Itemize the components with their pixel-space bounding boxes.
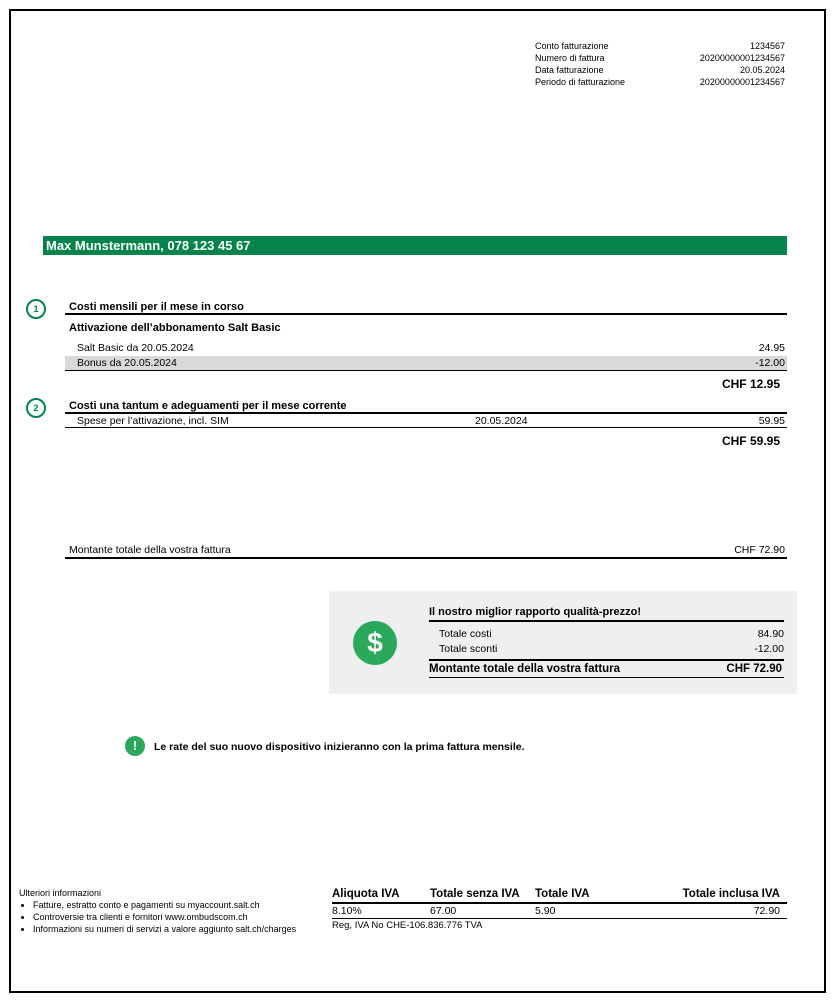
meta-label: Periodo di fatturazione [535,77,626,87]
vat-header: Totale senza IVA [430,888,520,900]
meta-invoice-date [535,64,785,76]
invoice-page [9,9,826,993]
section-1-title: Costi mensili per il mese in corso [69,301,244,313]
divider [65,427,787,428]
promo-total-amount: CHF 72.90 [726,663,782,675]
dollar-icon: $ [353,621,397,665]
vat-value: 72.90 [753,905,780,917]
table-row [65,414,787,428]
table-row [65,341,787,355]
divider [65,370,787,371]
footer-item: • Controversie tra clienti e fornitori www.ombudscom.ch [33,911,309,923]
meta-label: Conto fatturazione [535,41,609,51]
meta-value: 20200000001234567 [699,77,785,87]
device-installment-notice: Le rate del suo nuovo dispositivo inizieranno con la prima fattura mensile. [154,741,525,753]
table-row [65,356,787,370]
divider [65,313,787,315]
vat-registration: Reg, IVA No CHE-106.836.776 TVA [332,920,483,931]
section-1-subtitle: Attivazione dell’abbonamento Salt Basic [69,322,281,334]
meta-value: 20200000001234567 [699,53,785,63]
promo-title: Il nostro miglior rapporto qualità-prezzo! [429,606,642,618]
promo-row-label: Totale sconti [439,643,498,655]
vat-value: 5.90 [535,905,556,917]
footer-heading: Ulteriori informazioni [19,888,102,898]
exclamation-icon: ! [125,736,145,756]
vat-header: Totale IVA [535,888,590,900]
meta-invoice-number [535,52,785,64]
grand-total-label: Montante totale della vostra fattura [69,544,231,556]
vat-value: 8.10% [332,905,362,917]
value-promo-box [329,591,797,694]
row-label: Bonus da 20.05.2024 [77,357,177,369]
divider [429,659,784,661]
promo-row-amount: -12.00 [754,643,784,655]
footer-list [19,899,309,935]
meta-value: 20.05.2024 [739,65,785,75]
promo-row-amount: 84.90 [757,628,784,640]
vat-header: Totale inclusa IVA [682,888,780,900]
vat-header: Aliquota IVA [332,888,400,900]
row-amount: 59.95 [758,415,785,427]
grand-total-amount: CHF 72.90 [734,544,785,556]
row-amount: -12.00 [755,357,785,369]
divider [429,620,784,622]
row-label: Spese per l’attivazione, incl. SIM [77,415,229,427]
section-2-subtotal: CHF 59.95 [721,434,780,448]
divider [429,677,784,678]
footer-item: • Fatture, estratto conto e pagamenti su myaccount.salt.ch [33,899,309,911]
row-label: Salt Basic da 20.05.2024 [77,342,194,354]
footer-item: • Informazioni su numeri di servizi a valore aggiunto salt.ch/charges [33,923,309,935]
vat-value: 67.00 [430,905,457,917]
section-1-subtotal: CHF 12.95 [721,377,780,391]
grand-total-row [65,543,787,557]
divider [65,557,787,559]
meta-label: Data fatturazione [535,65,604,75]
promo-total-label: Montante totale della vostra fattura [429,663,621,675]
meta-billing-period [535,76,785,88]
promo-row [439,643,784,655]
section-2-number-badge: 2 [26,398,46,418]
customer-bar: Max Munstermann, 078 123 45 67 [43,236,787,255]
row-date: 20.05.2024 [475,415,528,427]
promo-row-label: Totale costi [439,628,492,640]
meta-value: 1234567 [749,41,785,51]
divider [332,902,787,904]
section-1-number-badge: 1 [26,299,46,319]
promo-total [429,663,784,675]
row-amount: 24.95 [758,342,785,354]
divider [332,918,787,919]
meta-billing-account [535,40,785,52]
footer-info [19,887,309,935]
section-2-title: Costi una tantum e adeguamenti per il mese corrente [69,400,347,412]
promo-row [439,628,784,640]
meta-label: Numero di fattura [535,53,605,63]
